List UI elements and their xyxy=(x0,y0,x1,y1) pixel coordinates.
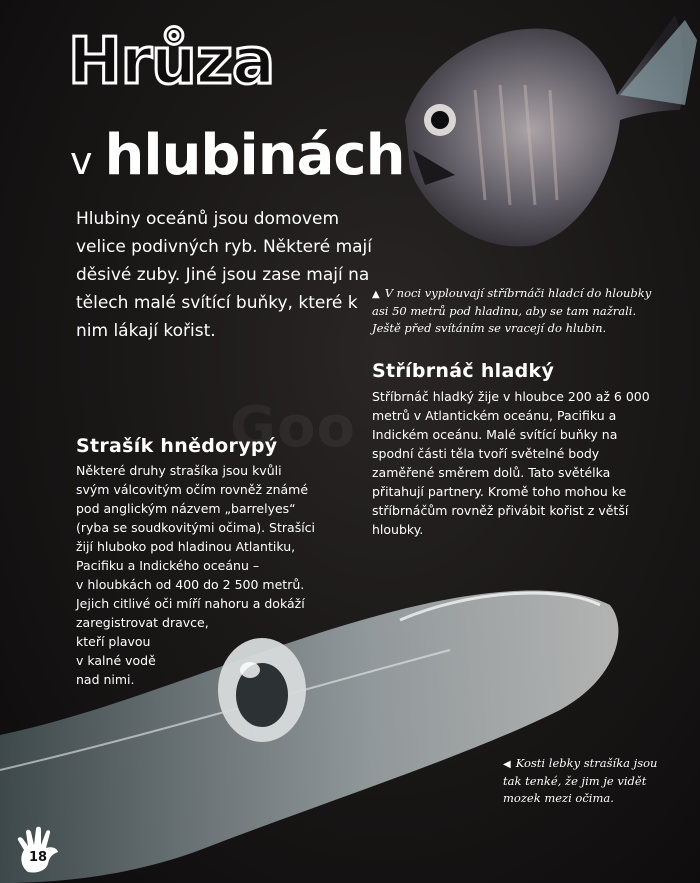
text-line: v kalné vodě xyxy=(76,653,156,668)
text-line: (ryba se soudkovitými očima). Strašíci xyxy=(76,520,316,535)
silver-text: Stříbrnáč hladký žije v hloubce 200 až 6 000 metrů v Atlantickém oceánu, Pacifiku a Indickém oceánu. Malé svítící buňky na spodní části těla tvoří světelné body zaměřené směrem dolů. Tato světélka přitahují partnery. Kromě toho mohou ke stříbrnáčům rovněž přivábit kořist z větší hloubky. xyxy=(372,389,650,537)
text-line: Jejich citlivé oči míří nahoru a dokáží xyxy=(76,596,305,611)
barreleye-heading: Strašík hnědorypý xyxy=(76,435,278,457)
barreleye-text xyxy=(76,461,366,689)
caption-barreleye-text: Kosti lebky strašíka jsou tak tenké, že jim je vidět mozek mezi očima. xyxy=(503,756,658,805)
triangle-up-icon: ▲ xyxy=(372,289,380,300)
silver-heading: Stříbrnáč hladký xyxy=(372,360,555,382)
text-line: zaregistrovat dravce, xyxy=(76,615,209,630)
text-line: svým válcovitým očím rovněž známé xyxy=(76,482,309,497)
text-line: v hloubkách od 400 do 2 500 metrů. xyxy=(76,577,305,592)
text-line: nad nimi. xyxy=(76,672,135,687)
intro-paragraph: Hlubiny oceánů jsou domovem velice podivných ryb. Některé mají děsivé zuby. Jiné jsou zase mají na tělech malé svítící buňky, které k nim lákají kořist. xyxy=(76,209,372,341)
text-line: žijí hluboko pod hladinou Atlantiku, xyxy=(76,539,296,554)
watermark: Goo xyxy=(230,395,356,460)
triangle-left-icon: ◀ xyxy=(503,759,511,770)
text-line: Některé druhy strašíka jsou kvůli xyxy=(76,463,282,478)
caption-hatchetfish-text: V noci vyplouvají stříbrnáči hladcí do hloubky asi 50 metrů pod hladinu, aby se tam nažrali. Ještě před svítáním se vracejí do hlubin. xyxy=(372,286,652,335)
caption-hatchetfish xyxy=(372,285,652,337)
text-line: pod anglickým názvem „barrelyes“ xyxy=(76,501,296,516)
hatchetfish-photo xyxy=(385,0,700,255)
page-number: 18 xyxy=(28,850,48,865)
page-title-line1: Hrůza xyxy=(68,25,275,99)
text-line: kteří plavou xyxy=(76,634,151,649)
page-title-line2 xyxy=(70,123,405,188)
title-main: hlubinách xyxy=(104,123,405,188)
title-prefix: v xyxy=(70,139,93,183)
caption-barreleye xyxy=(503,755,663,807)
text-line: Pacifiku a Indického oceánu – xyxy=(76,558,260,573)
